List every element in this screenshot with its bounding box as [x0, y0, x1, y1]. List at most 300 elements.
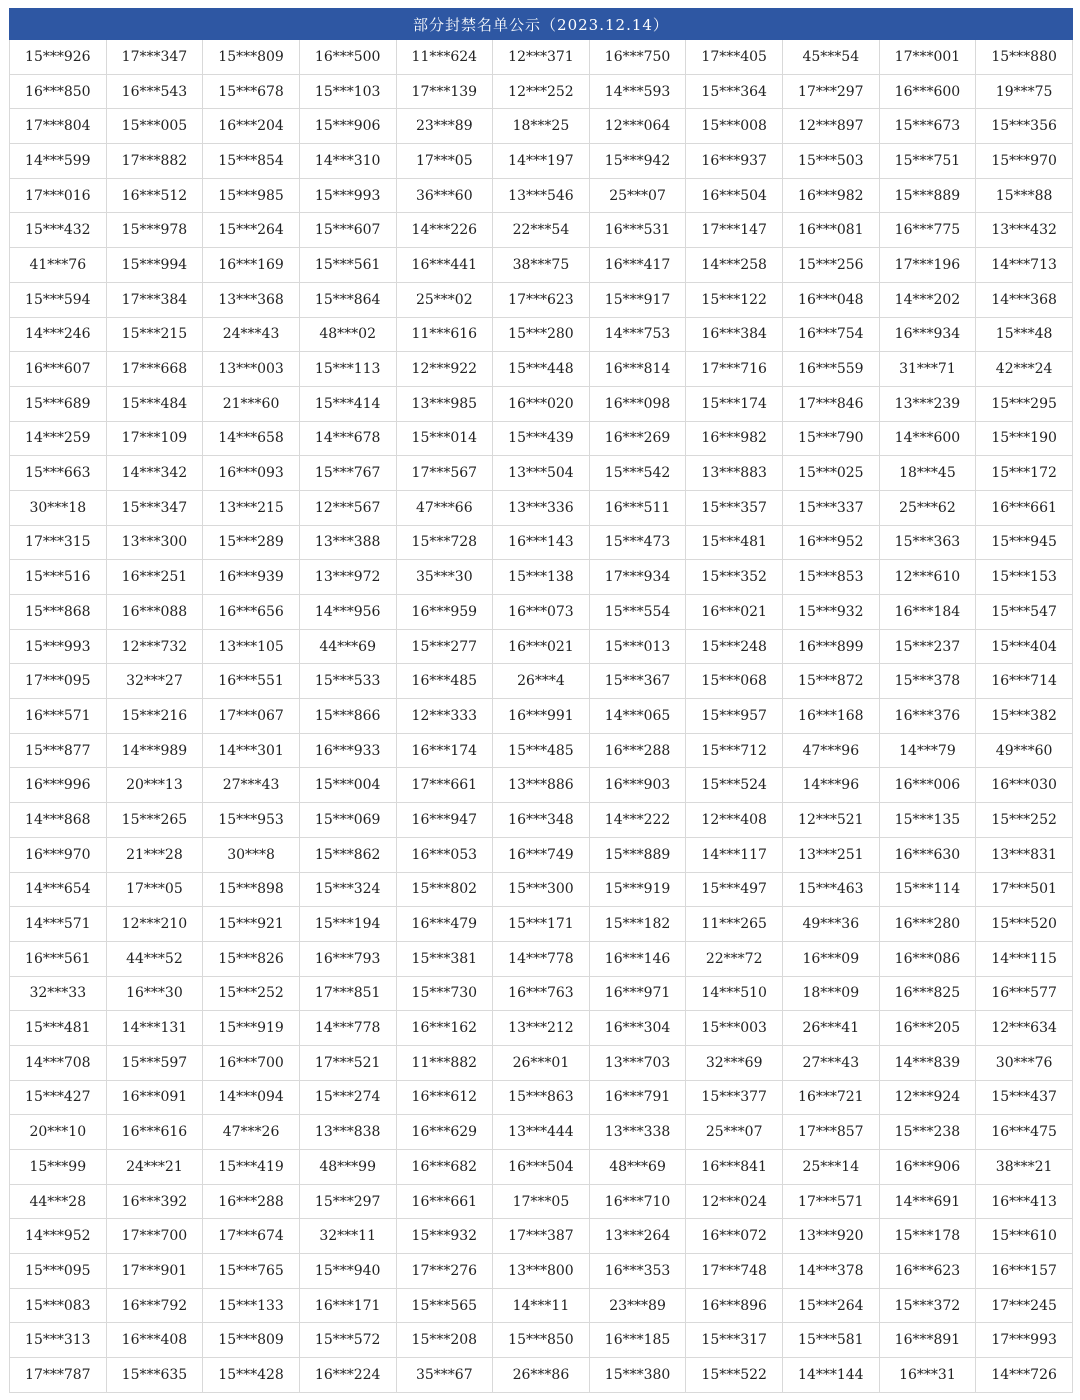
table-cell: 16***31	[879, 1358, 976, 1393]
table-row	[10, 768, 1073, 803]
table-cell: 16***171	[299, 1288, 396, 1323]
table-cell: 16***504	[493, 1150, 590, 1185]
table-cell: 14***342	[106, 456, 203, 491]
table-cell: 16***304	[589, 1011, 686, 1046]
table-cell: 15***942	[589, 144, 686, 179]
table-row	[10, 1288, 1073, 1323]
table-cell: 16***749	[493, 837, 590, 872]
table-cell: 16***616	[106, 1115, 203, 1150]
table-cell: 16***348	[493, 803, 590, 838]
table-cell: 15***889	[879, 178, 976, 213]
table-cell: 16***996	[10, 768, 107, 803]
table-cell: 15***953	[203, 803, 300, 838]
table-cell: 16***392	[106, 1184, 203, 1219]
table-row	[10, 803, 1073, 838]
table-cell: 12***408	[686, 803, 783, 838]
table-cell: 15***178	[879, 1219, 976, 1254]
table-cell: 14***778	[493, 941, 590, 976]
table-cell: 16***384	[686, 317, 783, 352]
table-cell: 16***185	[589, 1323, 686, 1358]
table-cell: 15***561	[299, 248, 396, 283]
table-cell: 16***903	[589, 768, 686, 803]
table-cell: 16***021	[493, 629, 590, 664]
table-cell: 14***226	[396, 213, 493, 248]
table-cell: 36***60	[396, 178, 493, 213]
table-cell: 24***21	[106, 1150, 203, 1185]
table-cell: 16***413	[976, 1184, 1073, 1219]
table-cell: 16***021	[686, 595, 783, 630]
table-cell: 15***978	[106, 213, 203, 248]
table-cell: 11***882	[396, 1045, 493, 1080]
table-cell: 15***826	[203, 941, 300, 976]
table-row	[10, 595, 1073, 630]
table-cell: 15***280	[493, 317, 590, 352]
table-cell: 18***09	[783, 976, 880, 1011]
table-cell: 17***901	[106, 1254, 203, 1289]
table-cell: 15***635	[106, 1358, 203, 1393]
table-cell: 16***551	[203, 664, 300, 699]
table-cell: 15***790	[783, 421, 880, 456]
table-cell: 17***716	[686, 352, 783, 387]
table-cell: 16***763	[493, 976, 590, 1011]
table-cell: 15***809	[203, 1323, 300, 1358]
table-cell: 15***940	[299, 1254, 396, 1289]
table-cell: 15***172	[976, 456, 1073, 491]
table-cell: 16***511	[589, 490, 686, 525]
table-cell: 12***024	[686, 1184, 783, 1219]
table-cell: 25***07	[589, 178, 686, 213]
table-cell: 15***516	[10, 560, 107, 595]
table-cell: 13***212	[493, 1011, 590, 1046]
table-cell: 15***414	[299, 386, 396, 421]
table-cell: 16***629	[396, 1115, 493, 1150]
table-cell: 15***378	[879, 664, 976, 699]
table-cell: 13***338	[589, 1115, 686, 1150]
table-cell: 17***405	[686, 40, 783, 74]
table-cell: 15***419	[203, 1150, 300, 1185]
table-cell: 15***317	[686, 1323, 783, 1358]
table-cell: 16***937	[686, 144, 783, 179]
table-row	[10, 248, 1073, 283]
table-cell: 16***006	[879, 768, 976, 803]
table-cell: 16***417	[589, 248, 686, 283]
table-cell: 17***05	[396, 144, 493, 179]
table-row	[10, 421, 1073, 456]
table-cell: 16***623	[879, 1254, 976, 1289]
table-cell: 15***542	[589, 456, 686, 491]
table-row	[10, 976, 1073, 1011]
table-cell: 32***69	[686, 1045, 783, 1080]
table-cell: 13***972	[299, 560, 396, 595]
table-cell: 17***993	[976, 1323, 1073, 1358]
table-cell: 17***05	[106, 872, 203, 907]
table-row	[10, 144, 1073, 179]
table-cell: 15***138	[493, 560, 590, 595]
table-row	[10, 733, 1073, 768]
table-cell: 16***933	[299, 733, 396, 768]
table-cell: 13***831	[976, 837, 1073, 872]
table-cell: 13***800	[493, 1254, 590, 1289]
table-cell: 27***43	[783, 1045, 880, 1080]
table-cell: 16***500	[299, 40, 396, 74]
table-cell: 16***157	[976, 1254, 1073, 1289]
table-cell: 16***269	[589, 421, 686, 456]
table-cell: 14***839	[879, 1045, 976, 1080]
table-cell: 14***222	[589, 803, 686, 838]
table-cell: 12***732	[106, 629, 203, 664]
table-cell: 16***952	[783, 525, 880, 560]
table-cell: 16***850	[10, 74, 107, 109]
table-cell: 15***008	[686, 109, 783, 144]
table-cell: 16***559	[783, 352, 880, 387]
table-cell: 15***194	[299, 907, 396, 942]
table-row	[10, 1045, 1073, 1080]
table-cell: 13***886	[493, 768, 590, 803]
table-cell: 16***661	[976, 490, 1073, 525]
table-cell: 15***439	[493, 421, 590, 456]
table-cell: 21***60	[203, 386, 300, 421]
table-cell: 15***377	[686, 1080, 783, 1115]
table-cell: 48***02	[299, 317, 396, 352]
table-cell: 15***864	[299, 282, 396, 317]
table-cell: 17***067	[203, 699, 300, 734]
table-cell: 49***60	[976, 733, 1073, 768]
table-cell: 14***202	[879, 282, 976, 317]
table-cell: 15***432	[10, 213, 107, 248]
table-cell: 13***264	[589, 1219, 686, 1254]
table-row	[10, 282, 1073, 317]
table-cell: 15***364	[686, 74, 783, 109]
table-cell: 15***238	[879, 1115, 976, 1150]
ban-list-table	[9, 40, 1073, 1393]
table-cell: 14***259	[10, 421, 107, 456]
table-cell: 15***216	[106, 699, 203, 734]
table-cell: 42***24	[976, 352, 1073, 387]
table-cell: 16***721	[783, 1080, 880, 1115]
table-cell: 17***139	[396, 74, 493, 109]
table-cell: 16***982	[686, 421, 783, 456]
table-cell: 13***920	[783, 1219, 880, 1254]
table-cell: 15***153	[976, 560, 1073, 595]
table-cell: 32***27	[106, 664, 203, 699]
table-cell: 16***485	[396, 664, 493, 699]
table-cell: 15***171	[493, 907, 590, 942]
table-cell: 15***853	[783, 560, 880, 595]
table-cell: 17***934	[589, 560, 686, 595]
table-cell: 15***363	[879, 525, 976, 560]
table-row	[10, 525, 1073, 560]
table-cell: 16***073	[493, 595, 590, 630]
table-row	[10, 317, 1073, 352]
table-cell: 15***767	[299, 456, 396, 491]
table-cell: 24***43	[203, 317, 300, 352]
table-cell: 16***251	[106, 560, 203, 595]
table-cell: 16***081	[783, 213, 880, 248]
table-row	[10, 1323, 1073, 1358]
table-cell: 14***691	[879, 1184, 976, 1219]
table-cell: 30***8	[203, 837, 300, 872]
table-cell: 15***765	[203, 1254, 300, 1289]
table-cell: 15***898	[203, 872, 300, 907]
table-cell: 47***96	[783, 733, 880, 768]
table-cell: 15***993	[10, 629, 107, 664]
table-cell: 15***208	[396, 1323, 493, 1358]
table-cell: 15***547	[976, 595, 1073, 630]
table-cell: 15***380	[589, 1358, 686, 1393]
table-cell: 35***30	[396, 560, 493, 595]
table-row	[10, 40, 1073, 74]
table-cell: 12***897	[783, 109, 880, 144]
table-cell: 15***970	[976, 144, 1073, 179]
table-cell: 15***481	[10, 1011, 107, 1046]
table-cell: 14***571	[10, 907, 107, 942]
table-cell: 13***300	[106, 525, 203, 560]
table-cell: 16***091	[106, 1080, 203, 1115]
table-cell: 35***67	[396, 1358, 493, 1393]
table-cell: 20***10	[10, 1115, 107, 1150]
table-cell: 49***36	[783, 907, 880, 942]
table-cell: 15***712	[686, 733, 783, 768]
table-cell: 12***634	[976, 1011, 1073, 1046]
table-cell: 14***726	[976, 1358, 1073, 1393]
table-cell: 12***922	[396, 352, 493, 387]
table-cell: 14***301	[203, 733, 300, 768]
table-row	[10, 629, 1073, 664]
table-cell: 16***053	[396, 837, 493, 872]
table-cell: 15***382	[976, 699, 1073, 734]
table-cell: 25***02	[396, 282, 493, 317]
table-cell: 44***28	[10, 1184, 107, 1219]
table-cell: 14***197	[493, 144, 590, 179]
table-cell: 16***072	[686, 1219, 783, 1254]
table-cell: 16***600	[879, 74, 976, 109]
table-cell: 17***001	[879, 40, 976, 74]
table-cell: 15***003	[686, 1011, 783, 1046]
table-cell: 17***016	[10, 178, 107, 213]
table-cell: 14***368	[976, 282, 1073, 317]
table-cell: 12***521	[783, 803, 880, 838]
table-cell: 15***237	[879, 629, 976, 664]
table-cell: 16***561	[10, 941, 107, 976]
table-cell: 14***989	[106, 733, 203, 768]
table-cell: 15***337	[783, 490, 880, 525]
table-cell: 15***289	[203, 525, 300, 560]
table-cell: 16***710	[589, 1184, 686, 1219]
table-cell: 15***802	[396, 872, 493, 907]
table-cell: 16***184	[879, 595, 976, 630]
table-cell: 25***07	[686, 1115, 783, 1150]
table-cell: 15***932	[783, 595, 880, 630]
table-cell: 16***714	[976, 664, 1073, 699]
table-cell: 16***30	[106, 976, 203, 1011]
table-row	[10, 109, 1073, 144]
table-cell: 16***168	[783, 699, 880, 734]
table-cell: 16***793	[299, 941, 396, 976]
table-row	[10, 664, 1073, 699]
table-cell: 16***504	[686, 178, 783, 213]
table-cell: 13***388	[299, 525, 396, 560]
table-cell: 16***408	[106, 1323, 203, 1358]
table-cell: 26***4	[493, 664, 590, 699]
table-cell: 15***265	[106, 803, 203, 838]
table-cell: 15***877	[10, 733, 107, 768]
table-cell: 17***804	[10, 109, 107, 144]
table-cell: 15***485	[493, 733, 590, 768]
table-cell: 15***854	[203, 144, 300, 179]
table-row	[10, 1115, 1073, 1150]
table-cell: 45***54	[783, 40, 880, 74]
table-cell: 15***921	[203, 907, 300, 942]
table-cell: 15***248	[686, 629, 783, 664]
table-cell: 17***623	[493, 282, 590, 317]
table-cell: 15***252	[203, 976, 300, 1011]
table-cell: 41***76	[10, 248, 107, 283]
table-cell: 15***174	[686, 386, 783, 421]
table-cell: 30***76	[976, 1045, 1073, 1080]
table-cell: 16***612	[396, 1080, 493, 1115]
table-cell: 15***463	[783, 872, 880, 907]
table-cell: 16***162	[396, 1011, 493, 1046]
table-cell: 15***809	[203, 40, 300, 74]
table-cell: 16***376	[879, 699, 976, 734]
table-row	[10, 1358, 1073, 1393]
table-cell: 14***11	[493, 1288, 590, 1323]
table-row	[10, 1080, 1073, 1115]
table-cell: 15***88	[976, 178, 1073, 213]
table-cell: 15***427	[10, 1080, 107, 1115]
table-cell: 23***89	[589, 1288, 686, 1323]
table-cell: 15***182	[589, 907, 686, 942]
table-cell: 16***288	[203, 1184, 300, 1219]
table-cell: 16***661	[396, 1184, 493, 1219]
table-cell: 15***663	[10, 456, 107, 491]
table-cell: 15***372	[879, 1288, 976, 1323]
table-cell: 15***068	[686, 664, 783, 699]
table-cell: 17***668	[106, 352, 203, 387]
table-cell: 16***700	[203, 1045, 300, 1080]
table-cell: 12***371	[493, 40, 590, 74]
table-cell: 15***581	[783, 1323, 880, 1358]
table-cell: 17***748	[686, 1254, 783, 1289]
table-cell: 26***01	[493, 1045, 590, 1080]
table-cell: 14***658	[203, 421, 300, 456]
table-cell: 16***775	[879, 213, 976, 248]
table-cell: 16***020	[493, 386, 590, 421]
table-cell: 15***114	[879, 872, 976, 907]
table-cell: 16***934	[879, 317, 976, 352]
table-cell: 16***048	[783, 282, 880, 317]
table-row	[10, 1254, 1073, 1289]
table-cell: 38***21	[976, 1150, 1073, 1185]
table-cell: 22***54	[493, 213, 590, 248]
table-cell: 15***751	[879, 144, 976, 179]
table-row	[10, 907, 1073, 942]
table-cell: 14***956	[299, 595, 396, 630]
table-cell: 15***957	[686, 699, 783, 734]
table-cell: 17***095	[10, 664, 107, 699]
table-cell: 15***313	[10, 1323, 107, 1358]
table-cell: 13***703	[589, 1045, 686, 1080]
table-cell: 15***103	[299, 74, 396, 109]
table-cell: 16***479	[396, 907, 493, 942]
table-cell: 15***497	[686, 872, 783, 907]
table-cell: 15***083	[10, 1288, 107, 1323]
table-cell: 14***778	[299, 1011, 396, 1046]
table-cell: 16***577	[976, 976, 1073, 1011]
table-cell: 15***014	[396, 421, 493, 456]
table-cell: 17***196	[879, 248, 976, 283]
table-cell: 47***26	[203, 1115, 300, 1150]
table-cell: 15***533	[299, 664, 396, 699]
table-row	[10, 837, 1073, 872]
table-cell: 19***75	[976, 74, 1073, 109]
table-cell: 16***169	[203, 248, 300, 283]
table-row	[10, 1219, 1073, 1254]
ban-list-panel	[9, 8, 1073, 1393]
table-cell: 17***787	[10, 1358, 107, 1393]
table-cell: 15***932	[396, 1219, 493, 1254]
table-cell: 17***857	[783, 1115, 880, 1150]
table-cell: 14***115	[976, 941, 1073, 976]
table-cell: 16***09	[783, 941, 880, 976]
table-row	[10, 872, 1073, 907]
table-cell: 17***661	[396, 768, 493, 803]
table-cell: 14***868	[10, 803, 107, 838]
table-cell: 16***280	[879, 907, 976, 942]
table-cell: 15***428	[203, 1358, 300, 1393]
table-cell: 14***510	[686, 976, 783, 1011]
table-cell: 13***251	[783, 837, 880, 872]
table-cell: 15***095	[10, 1254, 107, 1289]
table-cell: 15***025	[783, 456, 880, 491]
table-cell: 13***883	[686, 456, 783, 491]
table-cell: 16***086	[879, 941, 976, 976]
table-cell: 15***113	[299, 352, 396, 387]
table-row	[10, 213, 1073, 248]
table-cell: 15***880	[976, 40, 1073, 74]
table-cell: 15***48	[976, 317, 1073, 352]
table-cell: 16***825	[879, 976, 976, 1011]
table-cell: 15***473	[589, 525, 686, 560]
table-cell: 14***378	[783, 1254, 880, 1289]
table-cell: 17***501	[976, 872, 1073, 907]
table-cell: 16***656	[203, 595, 300, 630]
table-cell: 15***277	[396, 629, 493, 664]
table-cell: 12***064	[589, 109, 686, 144]
table-cell: 12***252	[493, 74, 590, 109]
table-cell: 44***69	[299, 629, 396, 664]
table-cell: 15***404	[976, 629, 1073, 664]
table-cell: 15***295	[976, 386, 1073, 421]
table-cell: 15***917	[589, 282, 686, 317]
table-cell: 16***174	[396, 733, 493, 768]
table-cell: 14***599	[10, 144, 107, 179]
table-cell: 15***300	[493, 872, 590, 907]
table-cell: 30***18	[10, 490, 107, 525]
table-cell: 15***252	[976, 803, 1073, 838]
table-cell: 14***094	[203, 1080, 300, 1115]
table-cell: 20***13	[106, 768, 203, 803]
table-cell: 15***133	[203, 1288, 300, 1323]
table-cell: 16***682	[396, 1150, 493, 1185]
table-cell: 16***571	[10, 699, 107, 734]
table-cell: 14***708	[10, 1045, 107, 1080]
table-cell: 18***45	[879, 456, 976, 491]
table-cell: 14***952	[10, 1219, 107, 1254]
table-cell: 16***792	[106, 1288, 203, 1323]
table-cell: 17***109	[106, 421, 203, 456]
table-cell: 17***387	[493, 1219, 590, 1254]
